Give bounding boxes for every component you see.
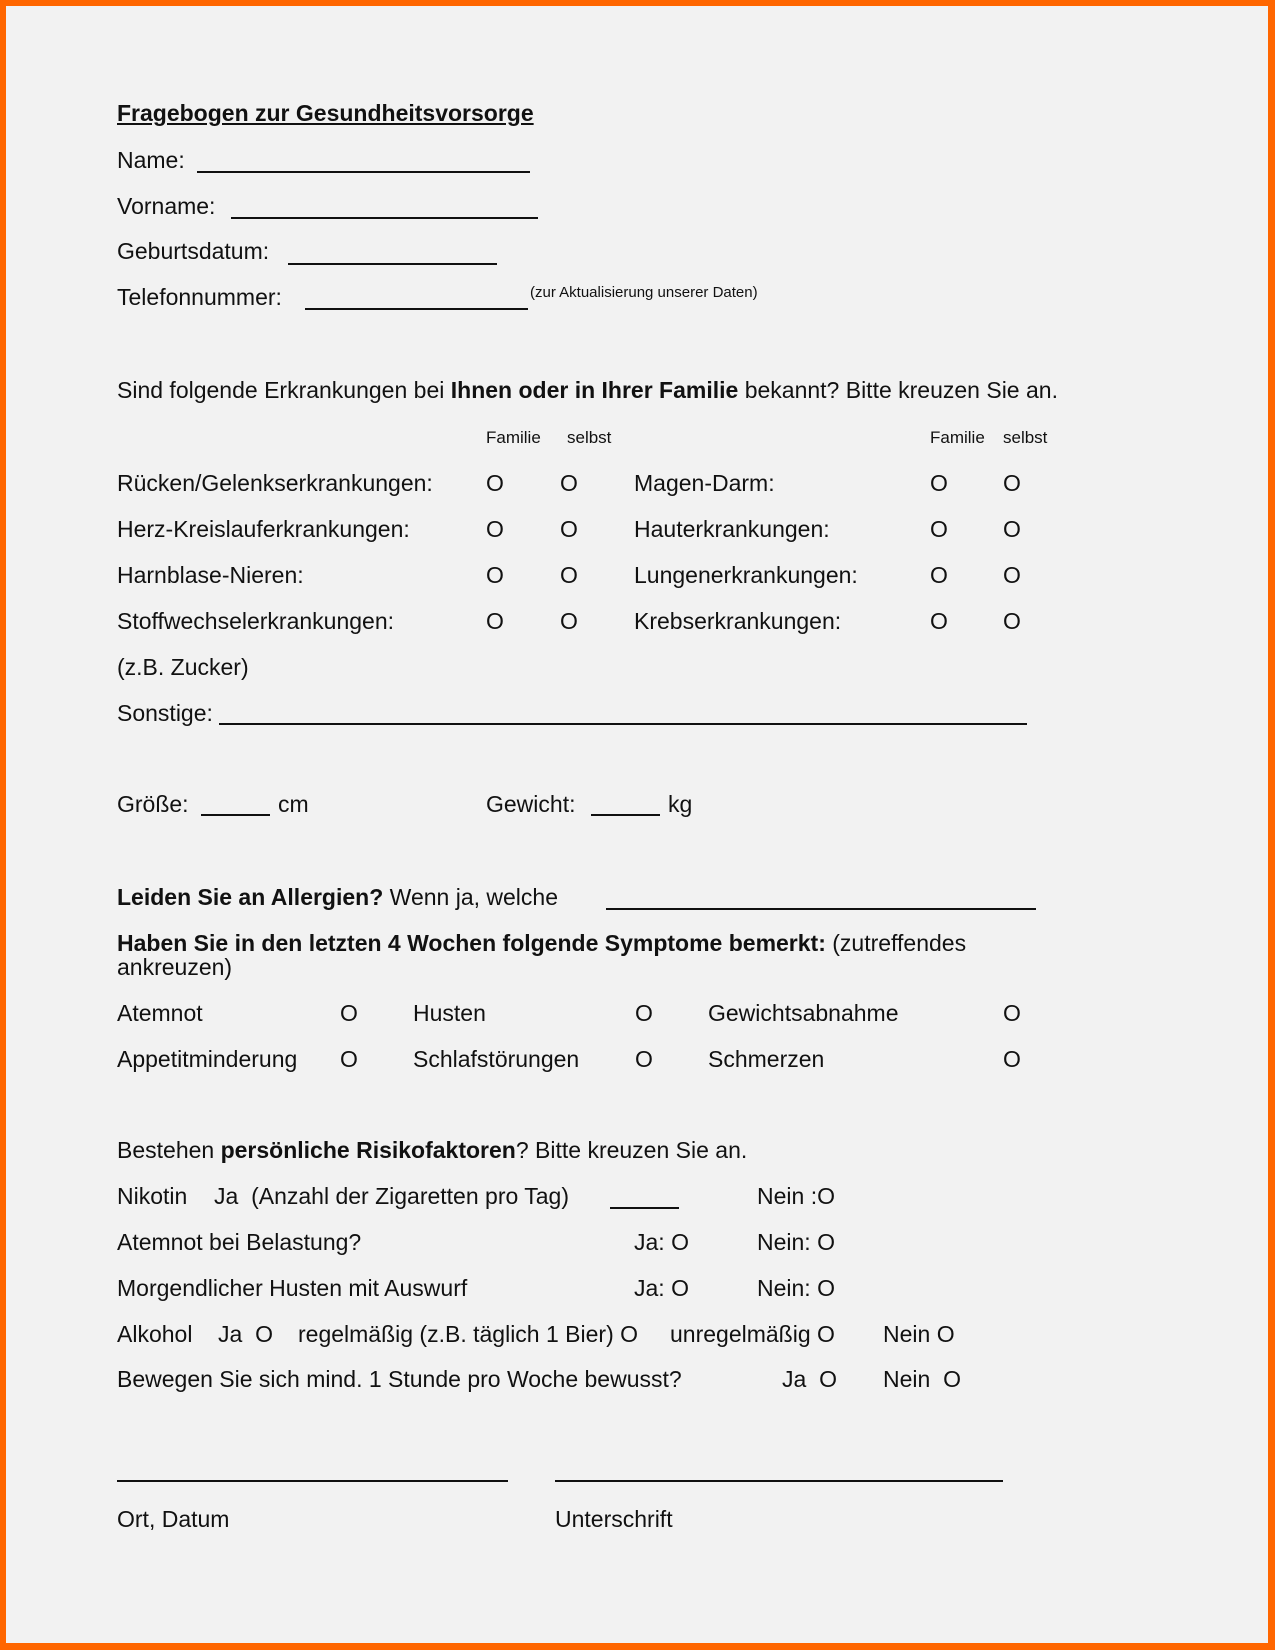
allergies-question-bold: Leiden Sie an Allergien? — [117, 884, 384, 910]
nikotin-count-field[interactable] — [610, 1207, 679, 1209]
checkbox-haut-selbst[interactable]: O — [1003, 516, 1021, 542]
checkbox-stoffwechsel-familie[interactable]: O — [486, 608, 504, 634]
left-col-self-header: selbst — [567, 428, 612, 447]
allergies-field[interactable] — [606, 908, 1036, 910]
symptoms-question-bold: Haben Sie in den letzten 4 Wochen folgende Symptome bemerkt: — [117, 930, 826, 956]
vorname-field[interactable] — [231, 217, 538, 219]
symptoms-question-rest: (zutreffendes — [825, 930, 967, 956]
husten-auswurf-nein-option[interactable]: Nein: O — [757, 1275, 835, 1301]
form-title: Fragebogen zur Gesundheitsvorsorge — [117, 100, 534, 126]
alkohol-regelmaessig-option[interactable]: regelmäßig (z.B. täglich 1 Bier) O — [298, 1321, 639, 1347]
disease-label-krebs: Krebserkrankungen: — [634, 608, 842, 634]
checkbox-lunge-familie[interactable]: O — [930, 562, 948, 588]
form-page — [6, 6, 1268, 1643]
vorname-label: Vorname: — [117, 193, 216, 219]
other-field[interactable] — [219, 723, 1027, 725]
right-col-self-header: selbst — [1003, 428, 1048, 447]
right-col-family-header: Familie — [930, 428, 985, 447]
geburtsdatum-label: Geburtsdatum: — [117, 238, 270, 264]
risk-question-pre: Bestehen — [117, 1137, 221, 1163]
checkbox-husten[interactable]: O — [635, 1000, 653, 1026]
symptom-label-husten: Husten — [413, 1000, 486, 1026]
symptom-label-gewichtsabnahme: Gewichtsabnahme — [708, 1000, 899, 1026]
checkbox-lunge-selbst[interactable]: O — [1003, 562, 1021, 588]
symptoms-question — [117, 932, 966, 955]
place-date-label: Ort, Datum — [117, 1506, 230, 1532]
checkbox-harnblase-selbst[interactable]: O — [560, 562, 578, 588]
diseases-question-post: bekannt? Bitte kreuzen Sie an. — [738, 377, 1058, 403]
disease-label-ruecken: Rücken/Gelenkserkrankungen: — [117, 470, 433, 496]
checkbox-krebs-selbst[interactable]: O — [1003, 608, 1021, 634]
weight-field[interactable] — [591, 814, 660, 816]
nikotin-ja-label: Ja (Anzahl der Zigaretten pro Tag) — [214, 1183, 569, 1209]
name-field[interactable] — [197, 171, 530, 173]
allergies-question — [117, 886, 558, 909]
risk-question-post: ? Bitte kreuzen Sie an. — [515, 1137, 748, 1163]
symptom-label-atemnot: Atemnot — [117, 1000, 203, 1026]
alkohol-label: Alkohol — [117, 1321, 193, 1347]
allergies-question-rest: Wenn ja, welche — [383, 884, 558, 910]
checkbox-schlaf[interactable]: O — [635, 1046, 653, 1072]
disease-label-haut: Hauterkrankungen: — [634, 516, 830, 542]
checkbox-gewichtsabnahme[interactable]: O — [1003, 1000, 1021, 1026]
symptom-label-appetit: Appetitminderung — [117, 1046, 298, 1072]
bewegung-nein-option[interactable]: Nein O — [883, 1366, 961, 1392]
atemnot-belastung-label: Atemnot bei Belastung? — [117, 1229, 362, 1255]
weight-label: Gewicht: — [486, 791, 576, 817]
telefon-field[interactable] — [305, 308, 528, 310]
alkohol-nein-option[interactable]: Nein O — [883, 1321, 955, 1347]
symptoms-question-continued: ankreuzen) — [117, 954, 233, 980]
risk-question — [117, 1139, 747, 1162]
disease-note-zucker: (z.B. Zucker) — [117, 654, 249, 680]
nikotin-nein-option[interactable]: Nein :O — [757, 1183, 835, 1209]
checkbox-stoffwechsel-selbst[interactable]: O — [560, 608, 578, 634]
telefon-note: (zur Aktualisierung unserer Daten) — [530, 284, 758, 301]
height-label: Größe: — [117, 791, 189, 817]
disease-label-magen: Magen-Darm: — [634, 470, 775, 496]
weight-unit: kg — [668, 791, 693, 817]
diseases-question-pre: Sind folgende Erkrankungen bei — [117, 377, 451, 403]
symptom-label-schmerzen: Schmerzen — [708, 1046, 825, 1072]
place-date-field[interactable] — [117, 1480, 508, 1482]
risk-question-bold: persönliche Risikofaktoren — [220, 1137, 516, 1163]
signature-label: Unterschrift — [555, 1506, 673, 1532]
alkohol-unregelmaessig-option[interactable]: unregelmäßig O — [670, 1321, 835, 1347]
disease-label-stoffwechsel: Stoffwechselerkrankungen: — [117, 608, 395, 634]
symptom-label-schlaf: Schlafstörungen — [413, 1046, 580, 1072]
signature-field[interactable] — [555, 1480, 1003, 1482]
disease-label-herz: Herz-Kreislauferkrankungen: — [117, 516, 410, 542]
bewegung-label: Bewegen Sie sich mind. 1 Stunde pro Woche bewusst? — [117, 1366, 682, 1392]
checkbox-herz-selbst[interactable]: O — [560, 516, 578, 542]
checkbox-haut-familie[interactable]: O — [930, 516, 948, 542]
checkbox-herz-familie[interactable]: O — [486, 516, 504, 542]
checkbox-magen-familie[interactable]: O — [930, 470, 948, 496]
checkbox-ruecken-selbst[interactable]: O — [560, 470, 578, 496]
nikotin-label: Nikotin — [117, 1183, 188, 1209]
checkbox-magen-selbst[interactable]: O — [1003, 470, 1021, 496]
height-field[interactable] — [201, 814, 270, 816]
bewegung-ja-option[interactable]: Ja O — [782, 1366, 837, 1392]
checkbox-atemnot[interactable]: O — [340, 1000, 358, 1026]
disease-label-lunge: Lungenerkrankungen: — [634, 562, 858, 588]
name-label: Name: — [117, 147, 185, 173]
checkbox-krebs-familie[interactable]: O — [930, 608, 948, 634]
diseases-question — [117, 379, 1058, 402]
geburtsdatum-field[interactable] — [288, 263, 497, 265]
husten-auswurf-ja-option[interactable]: Ja: O — [634, 1275, 689, 1301]
other-label: Sonstige: — [117, 700, 213, 726]
checkbox-appetit[interactable]: O — [340, 1046, 358, 1072]
height-unit: cm — [278, 791, 309, 817]
diseases-question-bold: Ihnen oder in Ihrer Familie — [450, 377, 739, 403]
telefon-label: Telefonnummer: — [117, 284, 282, 310]
left-col-family-header: Familie — [486, 428, 541, 447]
atemnot-belastung-nein-option[interactable]: Nein: O — [757, 1229, 835, 1255]
atemnot-belastung-ja-option[interactable]: Ja: O — [634, 1229, 689, 1255]
alkohol-ja-option[interactable]: Ja O — [218, 1321, 273, 1347]
husten-auswurf-label: Morgendlicher Husten mit Auswurf — [117, 1275, 468, 1301]
checkbox-ruecken-familie[interactable]: O — [486, 470, 504, 496]
checkbox-harnblase-familie[interactable]: O — [486, 562, 504, 588]
disease-label-harnblase: Harnblase-Nieren: — [117, 562, 304, 588]
checkbox-schmerzen[interactable]: O — [1003, 1046, 1021, 1072]
